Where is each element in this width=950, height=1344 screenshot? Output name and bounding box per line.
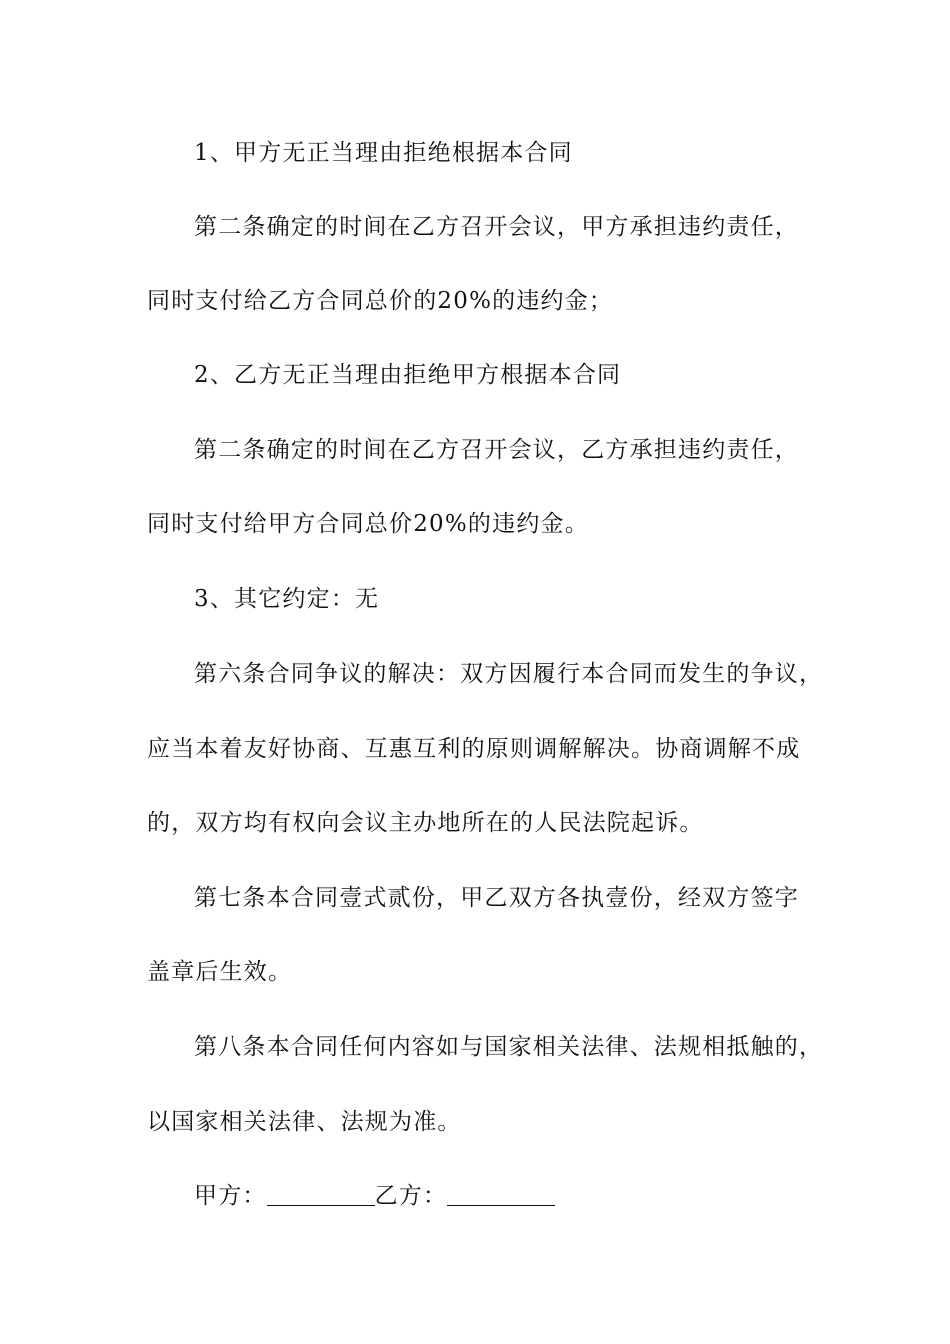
- article-6-body: 应当本着友好协商、互惠互利的原则调解解决。协商调解不成: [147, 736, 801, 762]
- clause-item-2: 2、乙方无正当理由拒绝甲方根据本合同: [194, 362, 622, 388]
- article-7-heading: 第七条本合同壹式贰份，甲乙双方各执壹份，经双方签字: [194, 885, 799, 911]
- article-8-body: 以国家相关法律、法规为准。: [147, 1109, 462, 1135]
- clause-item-3: 3、其它约定：无: [194, 586, 380, 612]
- party-a-label: 甲方：: [194, 1183, 267, 1209]
- clause-item-1: 1、甲方无正当理由拒绝根据本合同: [194, 140, 573, 166]
- clause-item-1-penalty: 同时支付给乙方合同总价的20%的违约金；: [147, 288, 614, 314]
- article-7-body: 盖章后生效。: [147, 959, 293, 985]
- party-b-signature-blank: [447, 1185, 555, 1206]
- party-a-signature-blank: [267, 1185, 375, 1206]
- clause-item-1-continued: 第二条确定的时间在乙方召开会议，甲方承担违约责任，: [194, 214, 799, 240]
- clause-item-2-penalty: 同时支付给甲方合同总价20%的违约金。: [147, 511, 589, 537]
- article-6-heading: 第六条合同争议的解决：双方因履行本合同而发生的争议，: [194, 661, 824, 687]
- article-8-heading: 第八条本合同任何内容如与国家相关法律、法规相抵触的，: [194, 1034, 824, 1060]
- party-b-label: 乙方：: [374, 1183, 448, 1209]
- signature-line: [194, 1181, 894, 1211]
- article-6-body-end: 的，双方均有权向会议主办地所在的人民法院起诉。: [147, 810, 704, 836]
- clause-item-2-continued: 第二条确定的时间在乙方召开会议，乙方承担违约责任，: [194, 437, 799, 463]
